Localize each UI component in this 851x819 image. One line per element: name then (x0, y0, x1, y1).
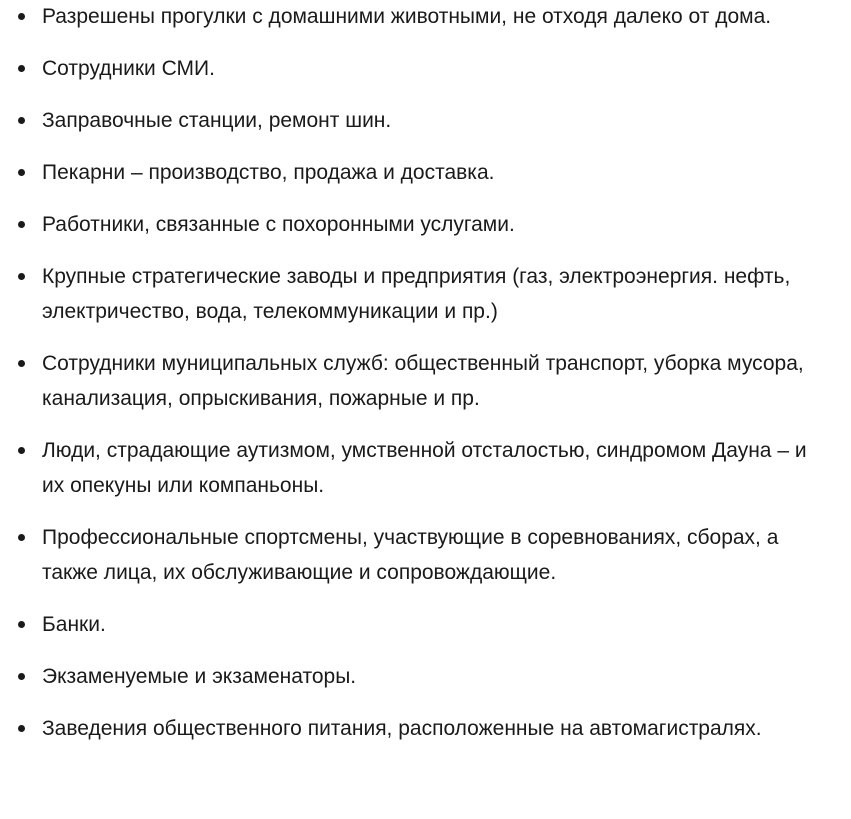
list-item-text: Сотрудники муниципальных служб: общественный транспорт, уборка мусора, канализация, опрыскивания, пожарные и пр. (42, 352, 804, 410)
bullet-icon (18, 534, 25, 541)
bullet-icon (18, 169, 25, 176)
list-item-text: Люди, страдающие аутизмом, умственной отсталостью, синдромом Дауна – и их опекуны или компаньоны. (42, 439, 807, 497)
bullet-icon (18, 360, 25, 367)
list-item-text: Пекарни – производство, продажа и доставка. (42, 161, 495, 184)
bullet-icon (18, 673, 25, 680)
list-item-text: Сотрудники СМИ. (42, 57, 215, 80)
bullet-icon (18, 725, 25, 732)
list-item-text: Банки. (42, 613, 106, 636)
bullet-icon (18, 221, 25, 228)
list-item (0, 433, 851, 503)
list-item (0, 207, 851, 242)
bullet-icon (18, 13, 25, 20)
list-item (0, 155, 851, 190)
bullet-icon (18, 273, 25, 280)
bullet-icon (18, 621, 25, 628)
list-item-text: Крупные стратегические заводы и предприятия (газ, электроэнергия. нефть, электричество, вода, телекоммуникации и пр.) (42, 265, 791, 323)
list-item (0, 346, 851, 416)
list-item-text: Работники, связанные с похоронными услугами. (42, 213, 515, 236)
bullet-icon (18, 447, 25, 454)
bullet-icon (18, 117, 25, 124)
list-item (0, 607, 851, 642)
bullet-icon (18, 65, 25, 72)
list-item (0, 520, 851, 590)
list-item (0, 711, 851, 746)
list-item (0, 51, 851, 86)
list-item-text: Экзаменуемые и экзаменаторы. (42, 665, 357, 688)
list-item (0, 259, 851, 329)
list-item-text: Профессиональные спортсмены, участвующие в соревнованиях, сборах, а также лица, их обслуживающие и сопровождающие. (42, 526, 779, 584)
list-item-text: Заправочные станции, ремонт шин. (42, 109, 392, 132)
list-item-text: Заведения общественного питания, расположенные на автомагистралях. (42, 717, 762, 740)
list-item (0, 103, 851, 138)
list-item (0, 0, 851, 34)
list-item-text: Разрешены прогулки с домашними животными, не отходя далеко от дома. (42, 5, 772, 28)
list-item (0, 659, 851, 694)
